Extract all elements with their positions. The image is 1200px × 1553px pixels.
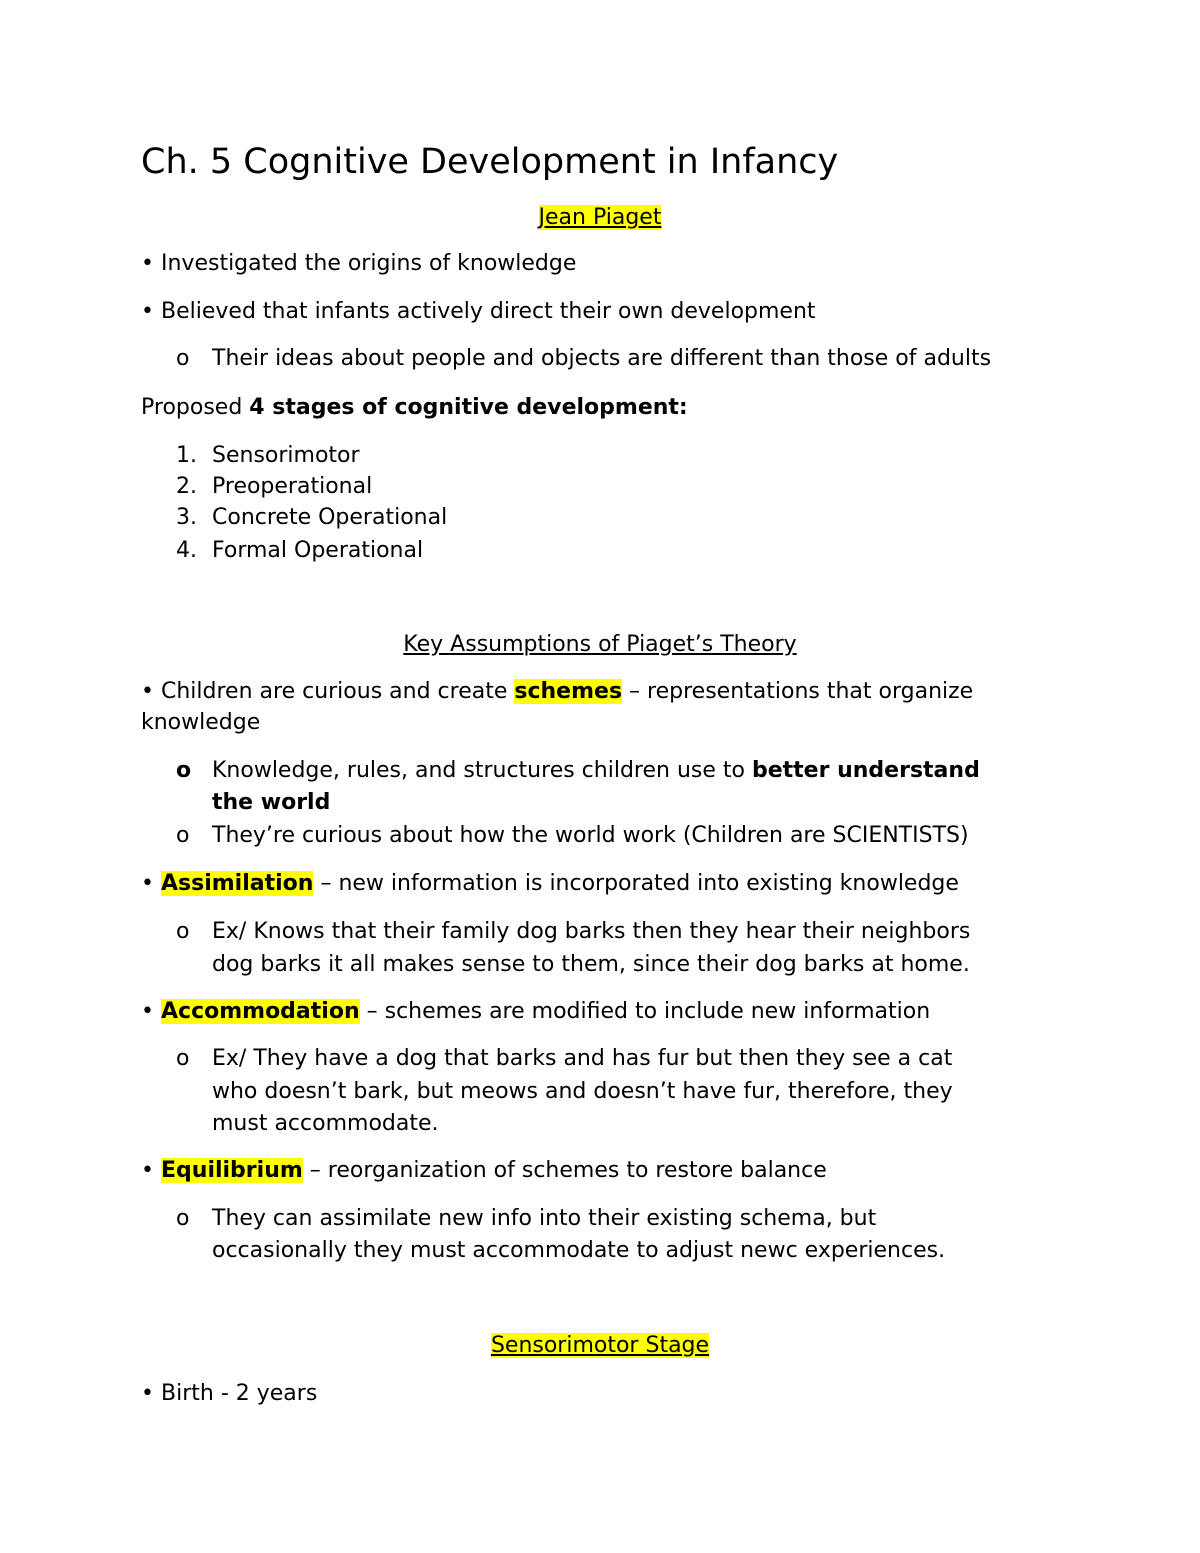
document-page: Ch. 5 Cognitive Development in Infancy Jean Piaget • Investigated the origins of knowledge • Believed that infants actively direct their own development o Their ideas about people and objects are different than those of adults Proposed 4 stages of cognitive development: 1. Sensorimotor 2. Preoperational 3. Concrete Operational 4. Formal Operational Key Assumptions of Piaget’s Theory • Children are curious and create schemes – representations that organize knowledge o Knowledge, rules, and structures children use to better understand the world o They’re curious about how the world work (Children are SCIENTISTS) • Assimilation – new information is incorporated into existing knowledge o Ex/ Knows that their family dog barks then they hear their neighbors dog barks it all makes sense to them, since their dog barks at home. • Accommodation – schemes are modified to include new information o Ex/ They have a dog that barks and has fur but then they see a cat who doesn’t bark, but meows and doesn’t have fur, therefore, they must accommodate. • Equilibrium – reorganization of schemes to restore balance o They can assimilate new info into their existing schema, but occasionally they must accommodate to adjust newc experiences. Sensorimotor Stage • Birth - 2 years [0,0,1200,1553]
bullet-schemes-continued: knowledge [141,710,261,735]
page-title: Ch. 5 Cognitive Development in Infancy [141,142,839,182]
bullet-equilibrium: • Equilibrium – reorganization of schemes to restore balance [141,1158,827,1183]
heading-key-assumptions: Key Assumptions of Piaget’s Theory [403,632,797,657]
bullet-believed: • Believed that infants actively direct their own development [141,299,816,324]
bullet-origins: • Investigated the origins of knowledge [141,251,577,276]
proposed-stages: Proposed 4 stages of cognitive development: [141,395,688,420]
heading-sensorimotor-stage: Sensorimotor Stage [490,1333,710,1358]
bullet-schemes: • Children are curious and create schemes – representations that organize [141,679,974,704]
bullet-accommodation: • Accommodation – schemes are modified to include new information [141,999,931,1024]
bullet-birth-2-years: • Birth - 2 years [141,1381,318,1406]
heading-jean-piaget: Jean Piaget [538,205,662,230]
bullet-assimilation: • Assimilation – new information is incorporated into existing knowledge [141,871,959,896]
